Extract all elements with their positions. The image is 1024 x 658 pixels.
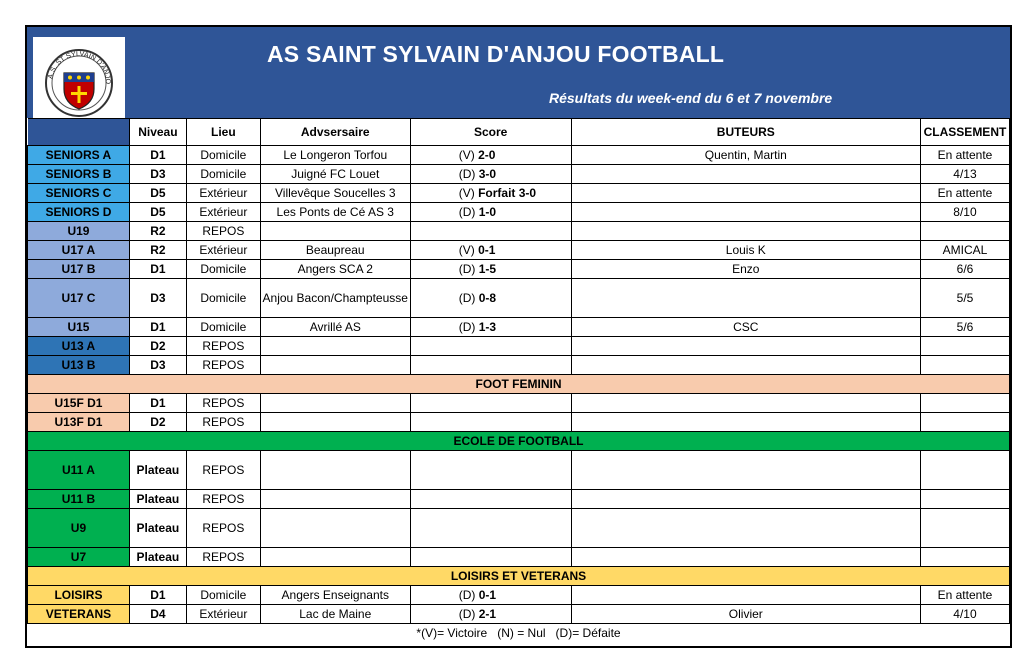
classement-cell: 5/6 <box>920 318 1009 337</box>
niveau-cell: D2 <box>129 413 186 432</box>
score-cell <box>410 548 571 567</box>
adversaire-cell: Beaupreau <box>260 241 410 260</box>
classement-cell <box>920 394 1009 413</box>
niveau-cell: Plateau <box>129 490 186 509</box>
score-value: 0-1 <box>478 588 497 602</box>
team-name: SENIORS C <box>28 184 130 203</box>
adversaire-cell: Avrillé AS <box>260 318 410 337</box>
classement-cell: 6/6 <box>920 260 1009 279</box>
buteurs-cell <box>571 548 920 567</box>
buteurs-cell <box>571 356 920 375</box>
score-cell <box>410 260 571 279</box>
buteurs-cell: Olivier <box>571 605 920 624</box>
buteurs-cell: CSC <box>571 318 920 337</box>
buteurs-cell <box>571 490 920 509</box>
classement-cell: En attente <box>920 586 1009 605</box>
adversaire-cell <box>260 337 410 356</box>
lieu-cell: Domicile <box>186 260 260 279</box>
lieu-cell: Extérieur <box>186 241 260 260</box>
lieu-cell: Extérieur <box>186 184 260 203</box>
niveau-cell: D1 <box>129 586 186 605</box>
classement-cell <box>920 356 1009 375</box>
column-header-classement: CLASSEMENT <box>920 119 1009 146</box>
results-sheet <box>25 25 1012 648</box>
niveau-cell: D3 <box>129 279 186 318</box>
score-cell <box>410 279 571 318</box>
classement-cell: En attente <box>920 184 1009 203</box>
lieu-cell: Domicile <box>186 279 260 318</box>
classement-cell <box>920 548 1009 567</box>
niveau-cell: D2 <box>129 337 186 356</box>
adversaire-cell <box>260 394 410 413</box>
lieu-cell: Domicile <box>186 146 260 165</box>
table-row <box>28 337 1010 356</box>
adversaire-cell: Juigné FC Louet <box>260 165 410 184</box>
score-cell <box>410 413 571 432</box>
adversaire-cell <box>260 222 410 241</box>
classement-cell <box>920 451 1009 490</box>
buteurs-cell <box>571 222 920 241</box>
score-cell <box>410 356 571 375</box>
table-row <box>28 165 1010 184</box>
buteurs-cell <box>571 279 920 318</box>
classement-cell <box>920 509 1009 548</box>
classement-cell <box>920 337 1009 356</box>
classement-cell: 4/10 <box>920 605 1009 624</box>
section-row <box>28 432 1010 451</box>
score-cell <box>410 337 571 356</box>
table-row <box>28 222 1010 241</box>
buteurs-cell <box>571 184 920 203</box>
adversaire-cell: Le Longeron Torfou <box>260 146 410 165</box>
score-cell <box>410 318 571 337</box>
column-header-niveau: Niveau <box>129 119 186 146</box>
lieu-cell: REPOS <box>186 548 260 567</box>
lieu-cell: REPOS <box>186 509 260 548</box>
adversaire-cell <box>260 356 410 375</box>
adversaire-cell: Angers Enseignants <box>260 586 410 605</box>
team-name: U13 B <box>28 356 130 375</box>
niveau-cell: Plateau <box>129 548 186 567</box>
team-name: U17 B <box>28 260 130 279</box>
niveau-cell: R2 <box>129 241 186 260</box>
column-header-score: Score <box>410 119 571 146</box>
niveau-cell: D3 <box>129 165 186 184</box>
classement-cell: 8/10 <box>920 203 1009 222</box>
classement-cell <box>920 490 1009 509</box>
buteurs-cell <box>571 165 920 184</box>
lieu-cell: REPOS <box>186 451 260 490</box>
adversaire-cell: Anjou Bacon/Champteusse <box>260 279 410 318</box>
score-cell <box>410 203 571 222</box>
table-row <box>28 241 1010 260</box>
score-cell <box>410 222 571 241</box>
score-cell <box>410 586 571 605</box>
team-name: U17 C <box>28 279 130 318</box>
score-value: 1-3 <box>478 320 497 334</box>
adversaire-cell <box>260 548 410 567</box>
adversaire-cell: Villevêque Soucelles 3 <box>260 184 410 203</box>
buteurs-cell <box>571 394 920 413</box>
buteurs-cell <box>571 413 920 432</box>
table-row <box>28 279 1010 318</box>
lieu-cell: REPOS <box>186 356 260 375</box>
team-name: U15 <box>28 318 130 337</box>
header-row <box>28 119 1010 146</box>
team-name: U15F D1 <box>28 394 130 413</box>
section-row <box>28 375 1010 394</box>
table-row <box>28 548 1010 567</box>
table-row <box>28 586 1010 605</box>
club-crest-icon <box>33 37 125 129</box>
adversaire-cell: Angers SCA 2 <box>260 260 410 279</box>
niveau-cell: Plateau <box>129 451 186 490</box>
team-name: U19 <box>28 222 130 241</box>
score-result-code: (D) <box>458 320 479 334</box>
lieu-cell: Extérieur <box>186 605 260 624</box>
classement-cell <box>920 222 1009 241</box>
classement-cell: AMICAL <box>920 241 1009 260</box>
adversaire-cell: Les Ponts de Cé AS 3 <box>260 203 410 222</box>
score-cell <box>410 451 571 490</box>
classement-cell: 5/5 <box>920 279 1009 318</box>
score-value: 1-0 <box>478 205 497 219</box>
results-table <box>27 118 1010 642</box>
lieu-cell: Extérieur <box>186 203 260 222</box>
buteurs-cell: Enzo <box>571 260 920 279</box>
column-header-adversaire: Advsersaire <box>260 119 410 146</box>
score-cell <box>410 146 571 165</box>
table-row <box>28 451 1010 490</box>
score-result-code: (D) <box>458 262 479 276</box>
adversaire-cell: Lac de Maine <box>260 605 410 624</box>
score-value: 1-5 <box>478 262 497 276</box>
lieu-cell: Domicile <box>186 586 260 605</box>
score-result-code: (V) <box>458 243 479 257</box>
lieu-cell: REPOS <box>186 337 260 356</box>
score-cell <box>410 241 571 260</box>
niveau-cell: D5 <box>129 203 186 222</box>
section-title: FOOT FEMININ <box>28 375 1010 394</box>
table-row <box>28 490 1010 509</box>
score-result-code: (D) <box>458 291 479 305</box>
table-row <box>28 605 1010 624</box>
table-row <box>28 509 1010 548</box>
score-value: Forfait 3-0 <box>478 186 537 200</box>
table-row <box>28 318 1010 337</box>
score-result-code: (V) <box>458 186 479 200</box>
column-header-lieu: Lieu <box>186 119 260 146</box>
score-result-code: (D) <box>458 607 479 621</box>
buteurs-cell <box>571 203 920 222</box>
buteurs-cell <box>571 586 920 605</box>
table-row <box>28 203 1010 222</box>
header-banner <box>27 27 1010 118</box>
adversaire-cell <box>260 413 410 432</box>
team-name: U13F D1 <box>28 413 130 432</box>
legend-text: *(V)= Victoire (N) = Nul (D)= Défaite <box>416 626 621 640</box>
team-name: U13 A <box>28 337 130 356</box>
table-row <box>28 356 1010 375</box>
score-result-code: (D) <box>458 167 479 181</box>
page-subtitle: Résultats du week-end du 6 et 7 novembre <box>549 90 833 106</box>
lieu-cell: Domicile <box>186 165 260 184</box>
column-header-buteurs: BUTEURS <box>571 119 920 146</box>
team-name: LOISIRS <box>28 586 130 605</box>
score-cell <box>410 165 571 184</box>
table-row <box>28 394 1010 413</box>
table-row <box>28 146 1010 165</box>
section-title: ECOLE DE FOOTBALL <box>28 432 1010 451</box>
lieu-cell: REPOS <box>186 394 260 413</box>
score-result-code: (D) <box>458 588 479 602</box>
score-cell <box>410 184 571 203</box>
score-cell <box>410 490 571 509</box>
niveau-cell: D3 <box>129 356 186 375</box>
score-result-code: (V) <box>458 148 479 162</box>
niveau-cell: Plateau <box>129 509 186 548</box>
niveau-cell: D4 <box>129 605 186 624</box>
buteurs-cell <box>571 451 920 490</box>
team-name: SENIORS D <box>28 203 130 222</box>
svg-text:A.S. ST SYLVAIN D'ANJOU: A.S. ST SYLVAIN D'ANJO <box>47 50 112 85</box>
classement-cell: En attente <box>920 146 1009 165</box>
niveau-cell: R2 <box>129 222 186 241</box>
niveau-cell: D5 <box>129 184 186 203</box>
adversaire-cell <box>260 451 410 490</box>
score-cell <box>410 605 571 624</box>
team-name: U9 <box>28 509 130 548</box>
team-name: U11 B <box>28 490 130 509</box>
lieu-cell: Domicile <box>186 318 260 337</box>
niveau-cell: D1 <box>129 318 186 337</box>
niveau-cell: D1 <box>129 260 186 279</box>
buteurs-cell: Louis K <box>571 241 920 260</box>
classement-cell <box>920 413 1009 432</box>
team-name: U11 A <box>28 451 130 490</box>
team-name: U17 A <box>28 241 130 260</box>
score-value: 2-1 <box>478 607 497 621</box>
lieu-cell: REPOS <box>186 413 260 432</box>
team-name: U7 <box>28 548 130 567</box>
team-name: SENIORS A <box>28 146 130 165</box>
team-name: SENIORS B <box>28 165 130 184</box>
buteurs-cell: Quentin, Martin <box>571 146 920 165</box>
table-row <box>28 413 1010 432</box>
score-cell <box>410 394 571 413</box>
buteurs-cell <box>571 509 920 548</box>
section-title: LOISIRS ET VETERANS <box>28 567 1010 586</box>
buteurs-cell <box>571 337 920 356</box>
club-logo <box>33 37 125 129</box>
page-title: AS SAINT SYLVAIN D'ANJOU FOOTBALL <box>267 41 725 67</box>
adversaire-cell <box>260 509 410 548</box>
table-row <box>28 260 1010 279</box>
legend-row <box>28 624 1010 643</box>
adversaire-cell <box>260 490 410 509</box>
score-value: 2-0 <box>478 148 496 162</box>
score-value: 0-1 <box>478 243 496 257</box>
classement-cell: 4/13 <box>920 165 1009 184</box>
score-result-code: (D) <box>458 205 479 219</box>
niveau-cell: D1 <box>129 146 186 165</box>
section-row <box>28 567 1010 586</box>
score-value: 0-8 <box>478 291 497 305</box>
lieu-cell: REPOS <box>186 222 260 241</box>
team-name: VETERANS <box>28 605 130 624</box>
niveau-cell: D1 <box>129 394 186 413</box>
score-cell <box>410 509 571 548</box>
header-blank-cell <box>28 119 130 146</box>
lieu-cell: REPOS <box>186 490 260 509</box>
score-value: 3-0 <box>478 167 497 181</box>
table-row <box>28 184 1010 203</box>
